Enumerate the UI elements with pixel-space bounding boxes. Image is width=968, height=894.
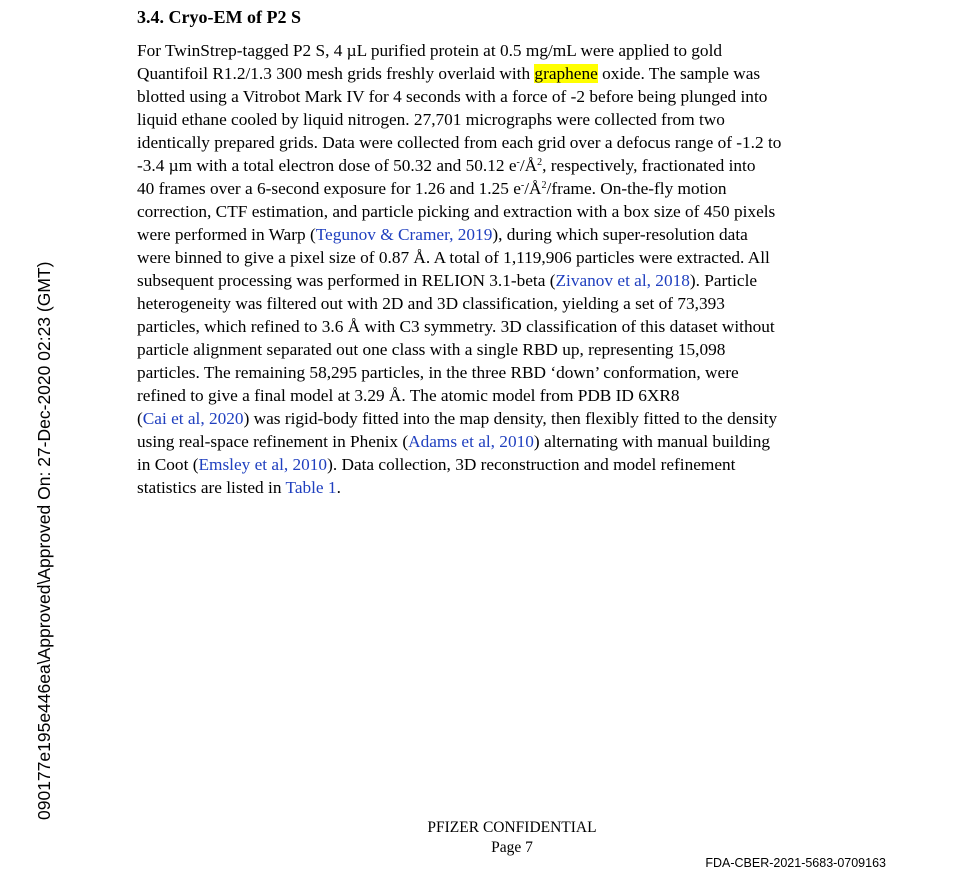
superscript: 2: [537, 157, 543, 168]
citation-link-emsley[interactable]: Emsley et al, 2010: [198, 455, 328, 474]
text-run: ). Particle: [689, 271, 758, 290]
document-id: FDA-CBER-2021-5683-0709163: [705, 856, 886, 870]
text-run: were performed in Warp (: [137, 225, 316, 244]
superscript: -: [520, 180, 525, 191]
citation-link-tegunov[interactable]: Tegunov & Cramer, 2019: [315, 225, 493, 244]
table-1-link[interactable]: Table 1: [285, 478, 337, 497]
text-run: .: [336, 478, 341, 497]
text-line: [137, 177, 897, 200]
text-line: particle alignment separated out one class with a single RBD up, representing 15,098: [137, 340, 726, 359]
text-line: [137, 453, 897, 476]
text-line: refined to give a final model at 3.29 Å. The atomic model from PDB ID 6XR8: [137, 386, 680, 405]
text-run: ), during which super-resolution data: [492, 225, 748, 244]
text-line: heterogeneity was filtered out with 2D and 3D classification, yielding a set of 73,393: [137, 294, 725, 313]
text-line: particles. The remaining 58,295 particles, in the three RBD ‘down’ conformation, were: [137, 363, 739, 382]
text-run: in Coot (: [137, 455, 199, 474]
text-run: (: [137, 409, 143, 428]
text-run: ) was rigid-body fitted into the map density, then flexibly fitted to the density: [243, 409, 778, 428]
document-body: [137, 6, 897, 499]
citation-link-adams[interactable]: Adams et al, 2010: [408, 432, 534, 451]
highlighted-term: graphene: [534, 64, 598, 83]
text-run: using real-space refinement in Phenix (: [137, 432, 409, 451]
text-line: identically prepared grids. Data were collected from each grid over a defocus range of -1.2 to: [137, 133, 782, 152]
text-line: were binned to give a pixel size of 0.87 Å. A total of 1,119,906 particles were extracted. All: [137, 248, 770, 267]
body-paragraph: [137, 39, 897, 499]
approval-stamp: 090177e195e446ea\Approved\Approved On: 27-Dec-2020 02:23 (GMT): [34, 261, 54, 820]
text-line: [137, 407, 897, 430]
text-run: oxide. The sample was: [597, 64, 761, 83]
text-line: [137, 223, 897, 246]
text-run: /frame. On-the-fly motion: [546, 179, 727, 198]
text-run: /Å: [524, 179, 542, 198]
text-run: statistics are listed in: [137, 478, 286, 497]
page-number: Page 7: [491, 839, 533, 856]
text-line: correction, CTF estimation, and particle picking and extraction with a box size of 450 pixels: [137, 202, 776, 221]
text-run: ) alternating with manual building: [533, 432, 770, 451]
text-line: [137, 269, 897, 292]
text-line: [137, 62, 897, 85]
text-line: [137, 430, 897, 453]
text-line: blotted using a Vitrobot Mark IV for 4 seconds with a force of -2 before being plunged into: [137, 87, 768, 106]
superscript: -: [516, 157, 520, 168]
text-line: [137, 154, 897, 177]
text-line: liquid ethane cooled by liquid nitrogen. 27,701 micrographs were collected from two: [137, 110, 725, 129]
text-line: For TwinStrep-tagged P2 S, 4 µL purified protein at 0.5 mg/mL were applied to gold: [137, 41, 723, 60]
text-run: subsequent processing was performed in RELION 3.1-beta (: [137, 271, 556, 290]
footer-confidential: PFIZER CONFIDENTIAL: [427, 819, 597, 836]
text-run: -3.4 µm with a total electron dose of 50.32 and 50.12 e: [137, 156, 517, 175]
text-run: 40 frames over a 6-second exposure for 1.26 and 1.25 e: [137, 179, 521, 198]
text-line: particles, which refined to 3.6 Å with C3 symmetry. 3D classification of this dataset without: [137, 317, 775, 336]
superscript: 2: [541, 180, 547, 191]
text-line: [137, 476, 897, 499]
text-run: ). Data collection, 3D reconstruction and model refinement: [327, 455, 736, 474]
citation-link-zivanov[interactable]: Zivanov et al, 2018: [555, 271, 690, 290]
text-run: Quantifoil R1.2/1.3 300 mesh grids freshly overlaid with: [137, 64, 535, 83]
citation-link-cai[interactable]: Cai et al, 2020: [142, 409, 244, 428]
text-run: , respectively, fractionated into: [542, 156, 756, 175]
section-heading: 3.4. Cryo-EM of P2 S: [137, 7, 301, 27]
text-run: /Å: [519, 156, 538, 175]
